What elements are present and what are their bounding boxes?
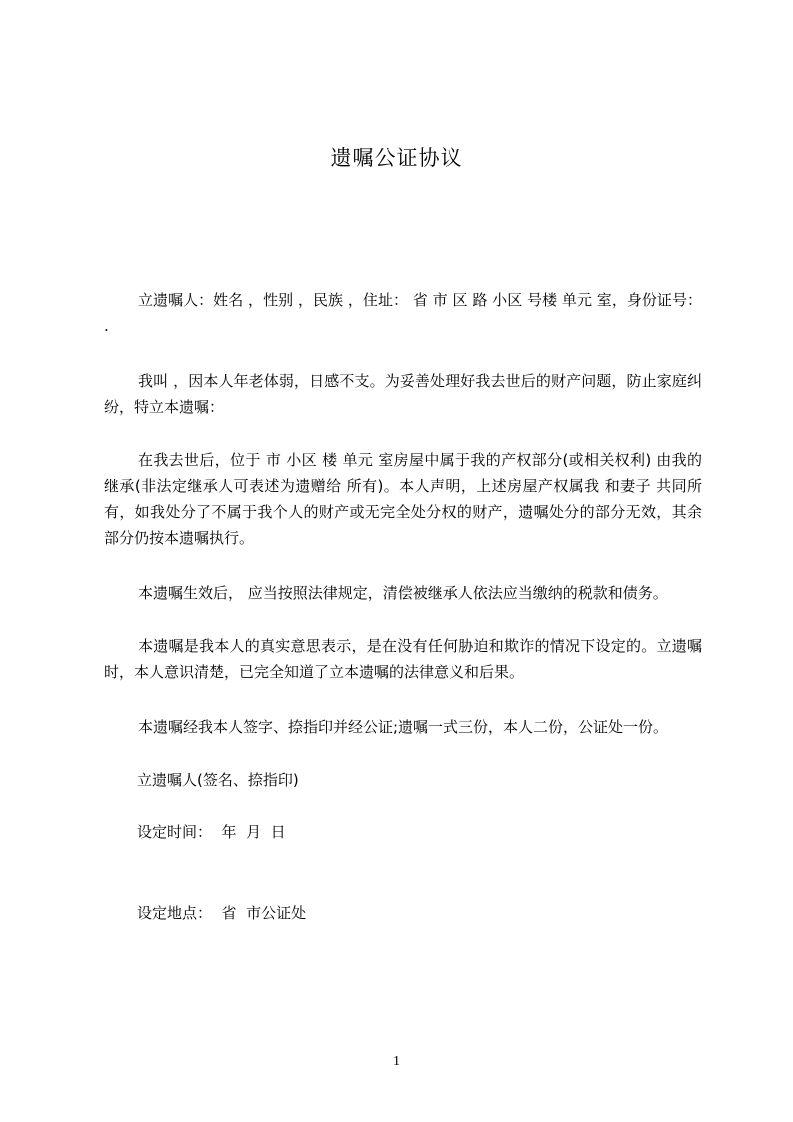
paragraph-property: 在我去世后，位于 市 小区 楼 单元 室房屋中属于我的产权部分(或相关权利) 由我的 继承(非法定继承人可表述为遗赠给 所有)。本人声明，上述房屋产权属我 和妻子 共同所有，如我处分了不属于我个人的财产或无完全处分权的财产，遗嘱处分的部分无效，其余部分仍按本遗嘱执行。	[104, 451, 702, 547]
paragraph-intro: 我叫 ，因本人年老体弱，日感不支。为妥善处理好我去世后的财产问题，防止家庭纠纷，特立本遗嘱：	[104, 372, 702, 416]
paragraph-notarization: 本遗嘱经我本人签字、捺指印并经公证;遗嘱一式三份，本人二份，公证处一份。	[138, 718, 669, 736]
place-line: 设定地点： 省 市公证处	[137, 904, 307, 922]
document-title: 遗嘱公证协议	[330, 146, 463, 170]
signature-line: 立遗嘱人(签名、捺指印)	[137, 771, 299, 789]
paragraph-testator-info: 立遗嘱人：姓名 ，性别 ，民族 ，住址： 省 市 区 路 小区 号楼 单元 室，身份证号： .	[104, 291, 702, 335]
paragraph-taxes: 本遗嘱生效后， 应当按照法律规定，清偿被继承人依法应当缴纳的税款和债务。	[138, 584, 668, 602]
paragraph-declaration: 本遗嘱是我本人的真实意思表示，是在没有任何胁迫和欺诈的情况下设定的。立遗嘱时，本人意识清楚，已完全知道了立本遗嘱的法律意义和后果。	[104, 637, 702, 681]
page-number: 1	[393, 1054, 400, 1069]
time-line: 设定时间： 年 月 日	[137, 823, 286, 841]
